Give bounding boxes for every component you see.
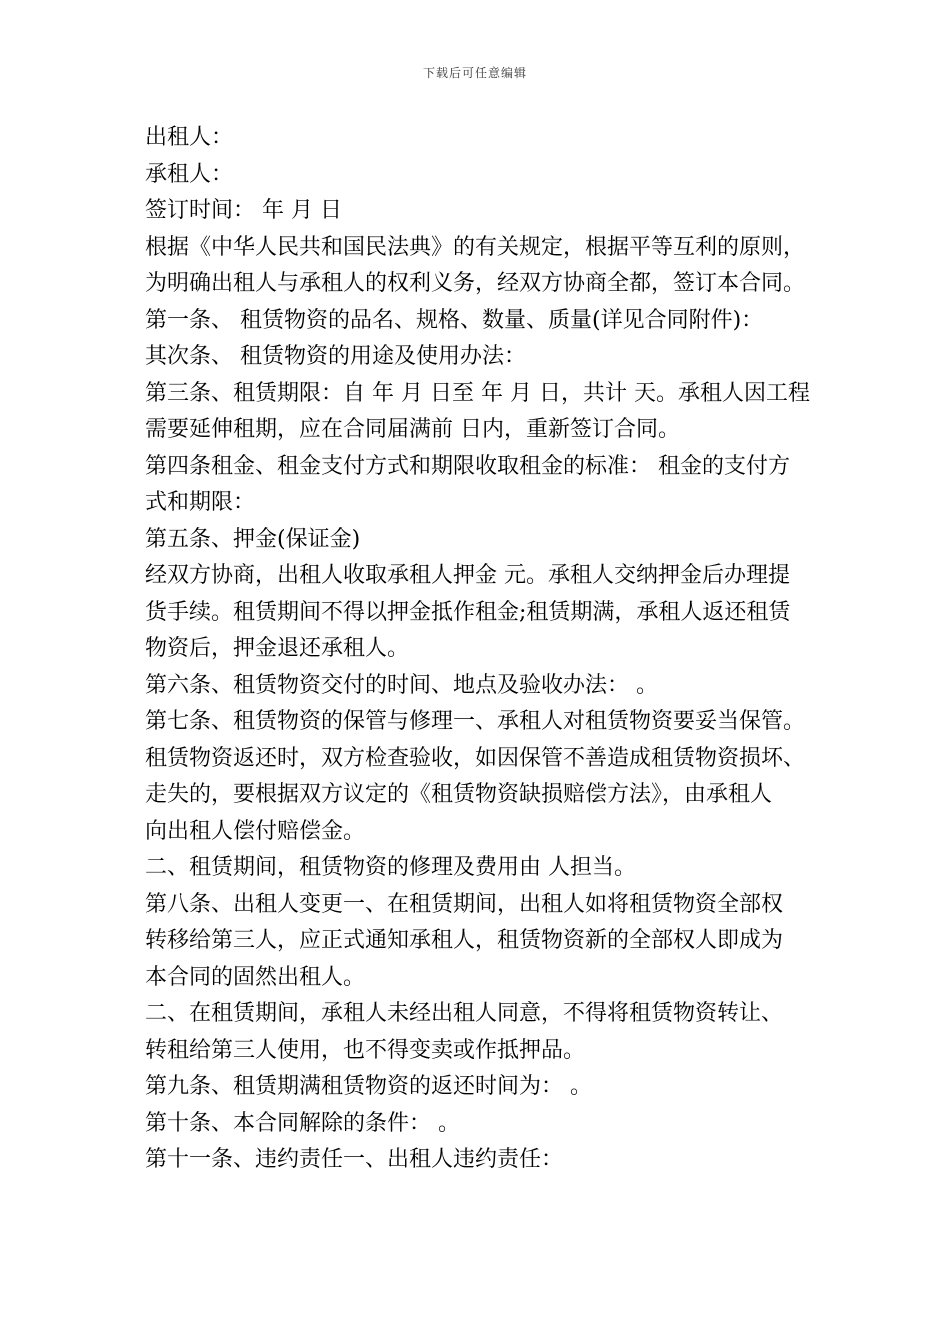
text-line: 二、租赁期间，租赁物资的修理及费用由 人担当。 [145,855,636,880]
text-line: 根据《中华人民共和国民法典》的有关规定，根据平等互利的原则， [145,234,806,260]
text-line: 第八条、出租人变更一、在租赁期间，出租人如将租赁物资全部权 [145,891,784,917]
text-line: 承租人： [145,161,234,187]
text-line: 第三条、租赁期限：自 年 月 日至 年 月 日，共计 天。承租人因工程 [145,380,810,406]
text-line: 第四条租金、租金支付方式和期限收取租金的标准： 租金的支付方 [145,453,790,479]
text-line: 租赁物资返还时，双方检查验收，如因保管不善造成租赁物资损坏、 [145,745,806,771]
text-line: 签订时间： 年 月 日 [145,198,342,223]
text-line: 需要延伸租期，应在合同届满前 日内，重新签订合同。 [145,417,680,442]
text-line: 第五条、押金(保证金) [145,526,361,552]
text-line: 为明确出租人与承租人的权利义务，经双方协商全都，签订本合同。 [145,271,806,296]
text-line: 经双方协商，出租人收取承租人押金 元。承租人交纳押金后办理提 [145,563,790,588]
text-line: 转租给第三人使用，也不得变卖或作抵押品。 [145,1037,586,1063]
text-line: 第十一条、违约责任一、出租人违约责任： [145,1147,564,1172]
text-line: 出租人： [145,125,234,150]
text-line: 本合同的固然出租人。 [145,964,366,990]
text-line: 第六条、租赁物资交付的时间、地点及验收办法： 。 [145,672,658,698]
text-line: 转移给第三人，应正式通知承租人，租赁物资新的全部权人即成为 [145,928,784,953]
text-line: 二、在租赁期间，承租人未经出租人同意，不得将租赁物资转让、 [145,1001,784,1026]
text-line: 向出租人偿付赔偿金。 [145,818,366,844]
text-line: 其次条、 租赁物资的用途及使用办法： [145,344,526,369]
document-body [145,120,825,1179]
text-line: 第十条、本合同解除的条件： 。 [145,1110,460,1136]
text-line: 式和期限： [145,490,256,515]
text-line: 第一条、 租赁物资的品名、规格、数量、质量(详见合同附件)： [145,307,764,333]
text-line: 货手续。租赁期间不得以押金抵作租金;租赁期满，承租人返还租赁 [145,599,791,625]
text-line: 走失的，要根据双方议定的《租赁物资缺损赔偿方法》，由承租人 [145,782,773,807]
text-line: 物资后，押金退还承租人。 [145,636,410,661]
header-note: 下载后可任意编辑 [422,66,527,80]
text-line: 第七条、租赁物资的保管与修理一、承租人对租赁物资要妥当保管。 [145,709,806,734]
text-line: 第九条、租赁期满租赁物资的返还时间为： 。 [145,1074,592,1099]
